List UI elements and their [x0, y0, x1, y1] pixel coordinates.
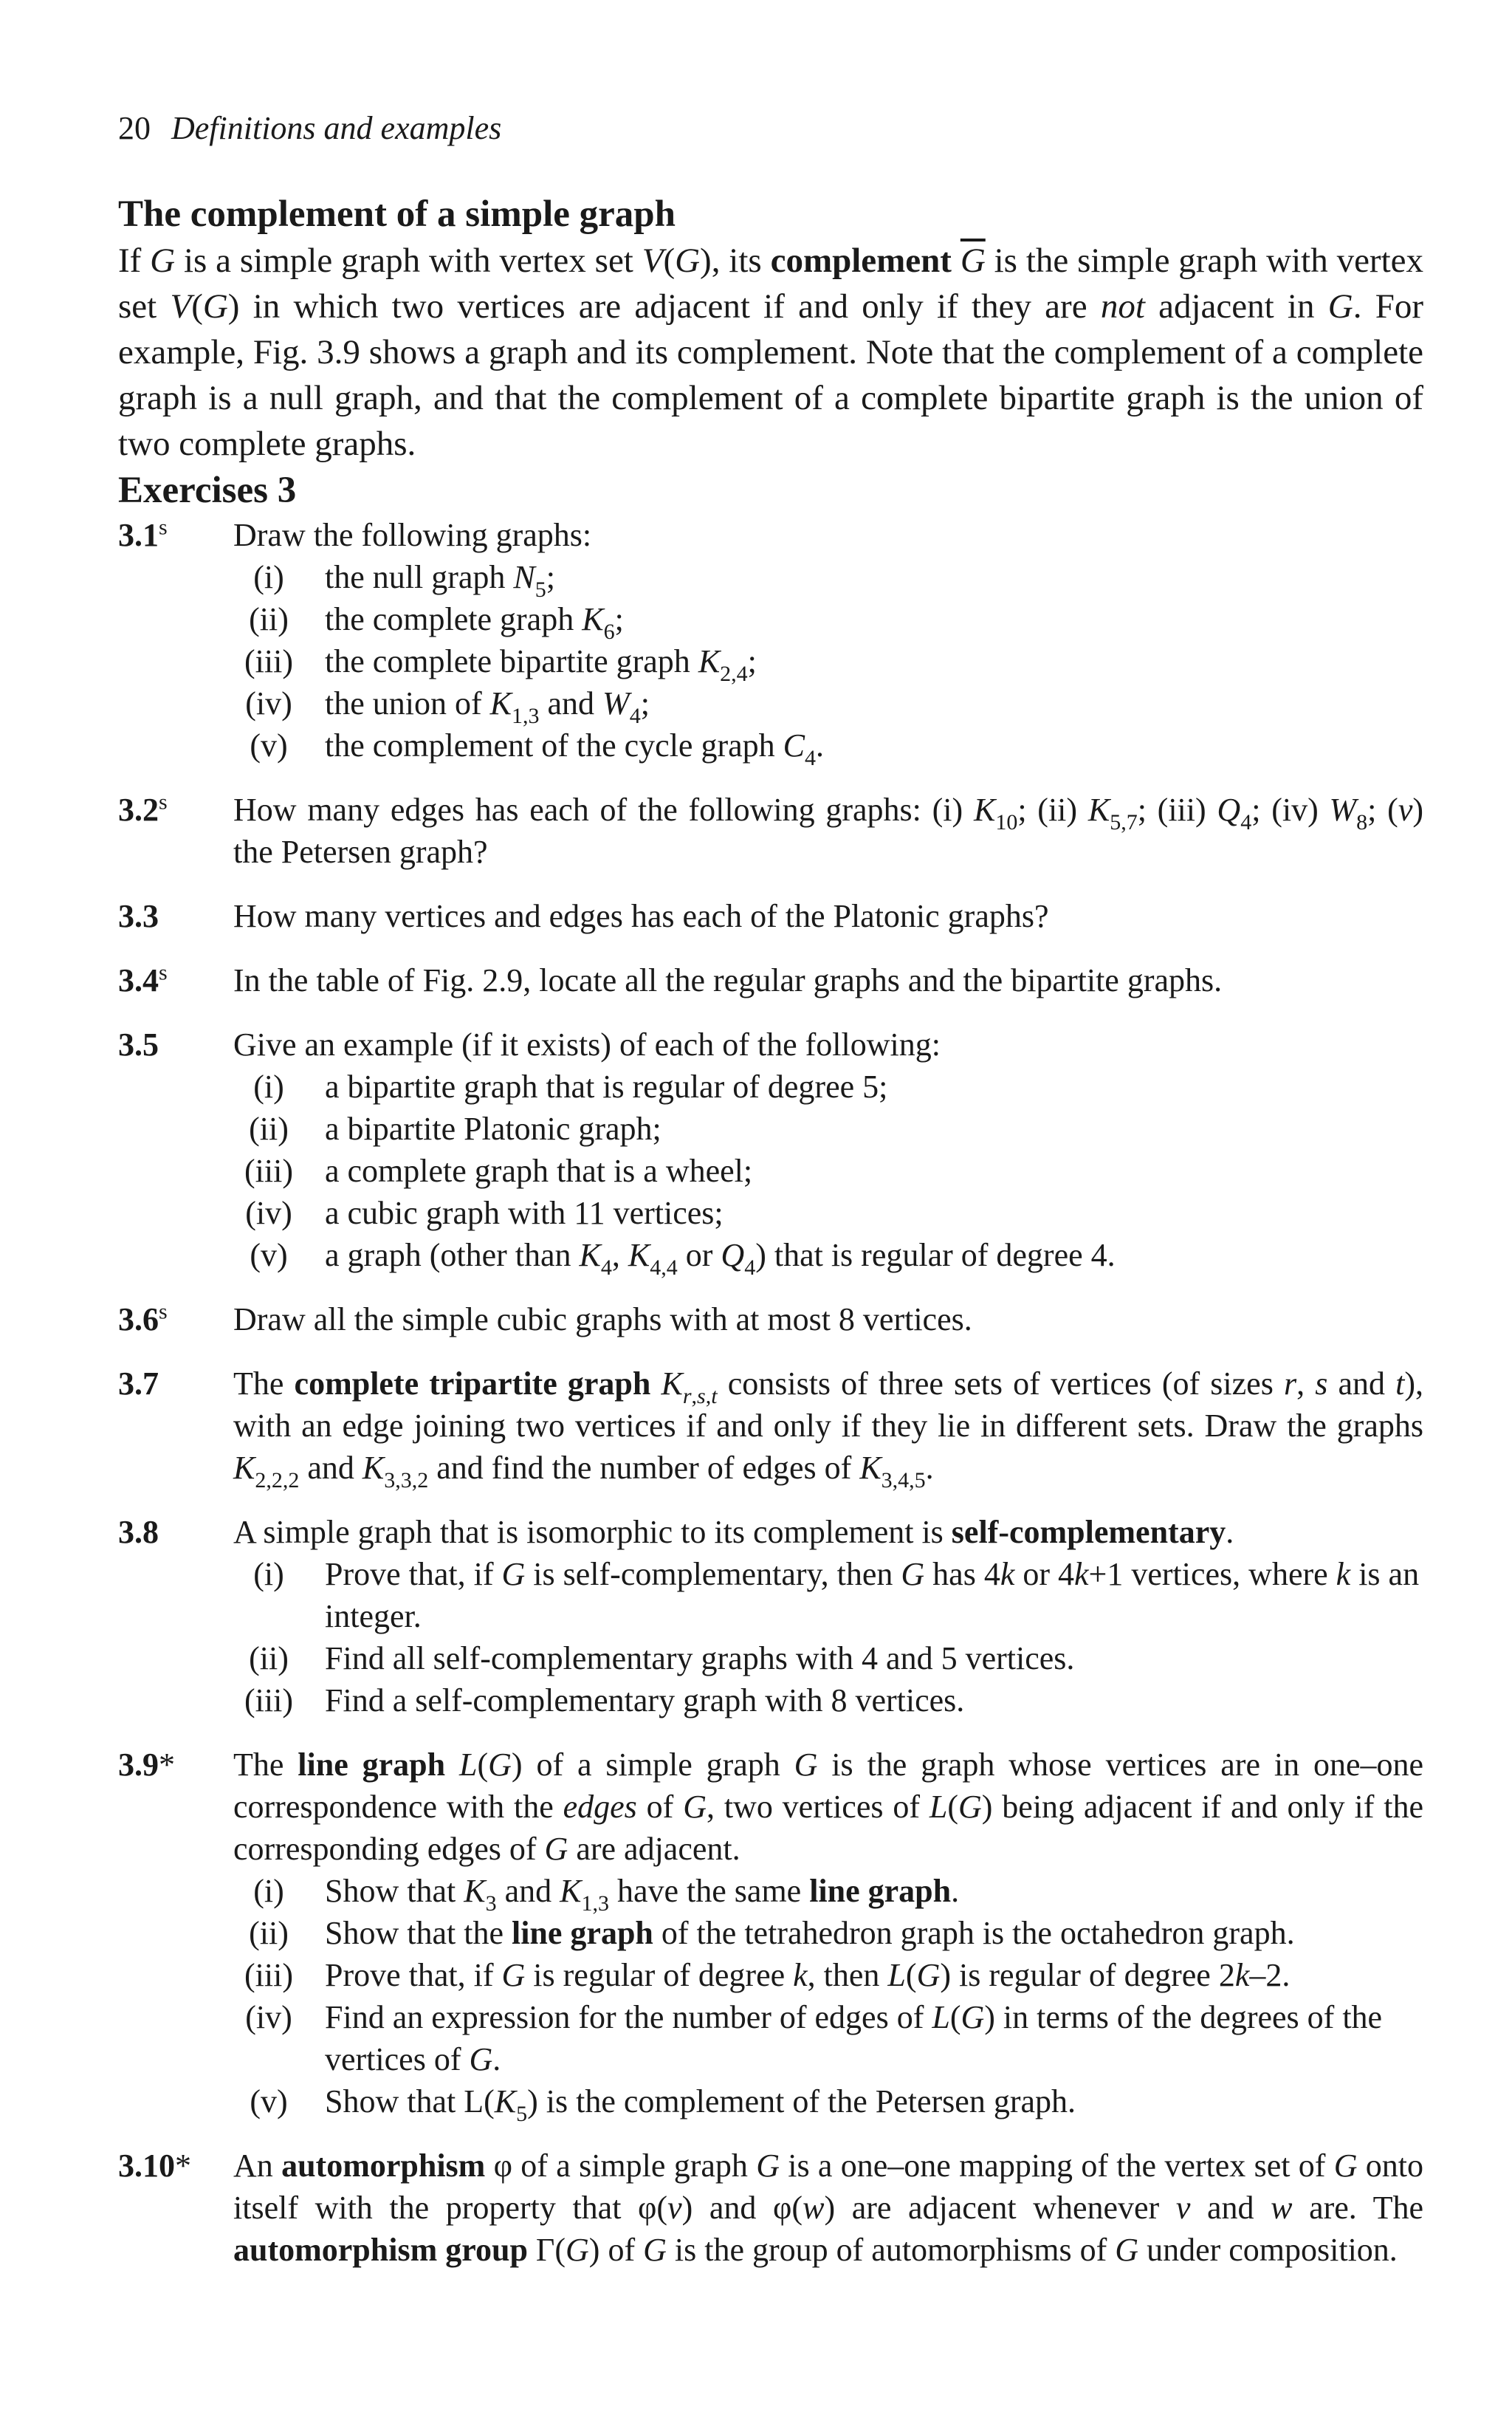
exercise-item — [233, 1912, 1423, 1954]
item-label: (iv) — [245, 1999, 292, 2035]
item-text: a bipartite Platonic graph; — [325, 1111, 662, 1147]
solution-mark: s — [159, 515, 168, 540]
item-text: a cubic graph with 11 vertices; — [325, 1195, 724, 1231]
exercise-item — [233, 1637, 1423, 1679]
exercise-text: Give an example (if it exists) of each of the following: — [233, 1027, 941, 1063]
exercise-item — [233, 1553, 1423, 1637]
item-label: (v) — [250, 727, 288, 764]
exercise-number: 3.9* — [118, 1747, 175, 1783]
item-text: Find a self-complementary graph with 8 vertices. — [325, 1682, 965, 1718]
exercise-text: Draw the following graphs: — [233, 517, 592, 553]
solution-mark: s — [159, 960, 168, 985]
exercise-item — [233, 1234, 1423, 1280]
item-label: (i) — [253, 559, 284, 595]
item-label: (i) — [253, 1556, 284, 1592]
item-text: a bipartite graph that is regular of degree 5; — [325, 1069, 888, 1105]
item-label: (iii) — [244, 1153, 293, 1189]
item-label: (iv) — [245, 1195, 292, 1231]
exercise-text: An automorphism φ of a simple graph G is a one–one mapping of the vertex set of G onto itself with the property that φ(v) and φ(w) are adjacent whenever v and w are. The automorphism group Γ(G) of G is the group of automorphisms of G under composition. — [233, 2148, 1424, 2268]
exercise-number: 3.2$^s$ — [118, 789, 168, 828]
exercise-item — [233, 1870, 1423, 1916]
exercise-3-1 — [118, 514, 1423, 770]
item-label: (i) — [253, 1069, 284, 1105]
exercise-3-7 — [118, 1363, 1424, 1492]
difficulty-star: * — [175, 2148, 191, 2184]
exercise-text: Draw all the simple cubic graphs with at most 8 vertices. — [233, 1301, 972, 1337]
item-text: Show that the line graph of the tetrahedron graph is the octahedron graph. — [325, 1915, 1295, 1951]
exercise-item — [233, 1108, 1423, 1150]
section-title: The complement of a simple graph — [118, 193, 676, 235]
exercise-item — [233, 1150, 1423, 1192]
solution-mark: s — [159, 789, 168, 815]
exercise-text: The line graph L(G) of a simple graph G is the graph whose vertices are in one–one correspondence with the edges of G, two vertices of L(G) being adjacent if and only if the corresponding edges of G are adjacent. — [233, 1747, 1424, 1867]
item-label: (ii) — [249, 1640, 289, 1676]
exercise-items — [233, 1066, 1423, 1280]
exercise-item — [233, 1192, 1423, 1234]
exercise-item — [233, 1954, 1423, 1996]
item-label: (iii) — [244, 1957, 293, 1993]
page-content — [118, 191, 1423, 2271]
item-label: (ii) — [249, 1915, 289, 1951]
item-label: (ii) — [249, 1111, 289, 1147]
item-label: (v) — [250, 2083, 288, 2119]
item-text: the complete graph $K_6$; — [325, 601, 624, 644]
exercise-3-9 — [118, 1744, 1424, 2126]
page-number: 20 — [118, 110, 151, 146]
section-paragraph: If G is a simple graph with vertex set V(G), its complement $\overline{G}$ is the simple graph with vertex set V(G) in which two vertices are adjacent if and only if they are not adjacent in G. For example, Fig. 3.9 shows a graph and its complement. Note that the complement of a complete graph is a null graph, and that the complement of a complete bipartite graph is the union of two complete graphs. — [118, 241, 1423, 463]
exercise-number: 3.1$^s$ — [118, 515, 168, 553]
item-text: the complete bipartite graph $K_{2,4}$; — [325, 643, 757, 686]
running-title: Definitions and examples — [171, 110, 502, 146]
exercise-3-10 — [118, 2145, 1423, 2271]
item-text: the complement of the cycle graph $C_4$. — [325, 727, 824, 770]
item-text: the null graph $N_5$; — [325, 559, 555, 602]
exercise-3-6 — [118, 1298, 1423, 1340]
exercise-item — [233, 640, 1423, 686]
item-text: Show that $K_3$ and $K_{1,3}$ have the same line graph. — [325, 1873, 960, 1916]
exercise-item — [233, 682, 1423, 728]
exercise-3-2 — [118, 789, 1423, 873]
exercise-items — [233, 1553, 1423, 1721]
exercises-heading: Exercises 3 — [118, 470, 297, 511]
item-text: the union of $K_{1,3}$ and $W_4$; — [325, 685, 650, 728]
item-text: Show that $L(K_5)$ is the complement of the Petersen graph. — [325, 2083, 1076, 2126]
exercise-item — [233, 2080, 1423, 2126]
item-text: Find an expression for the number of edges of L(G) in terms of the degrees of the vertices of G. — [325, 1999, 1383, 2077]
exercise-text: A simple graph that is isomorphic to its complement is self-complementary. — [233, 1514, 1234, 1550]
item-text: Prove that, if G is regular of degree k, then L(G) is regular of degree 2k–2. — [325, 1957, 1291, 1993]
difficulty-star: * — [159, 1747, 175, 1783]
solution-mark: s — [159, 1299, 168, 1324]
exercise-number: 3.5 — [118, 1027, 159, 1063]
exercise-3-3 — [118, 895, 1423, 937]
exercise-number: 3.7 — [118, 1365, 159, 1402]
item-label: (v) — [250, 1237, 288, 1273]
exercise-3-5 — [118, 1024, 1423, 1280]
exercise-text: The complete tripartite graph $K_{r,s,t}$ consists of three sets of vertices (of sizes r, s and t), with an edge joining two vertices if and only if they lie in different sets. Draw the graphs $K_{2,2,2}$ and $K_{3,3,2}$ and find the number of edges of $K_{3,4,5}$. — [233, 1365, 1424, 1492]
exercise-number: 3.8 — [118, 1514, 159, 1550]
exercise-3-8 — [118, 1511, 1423, 1721]
item-text: Find all self-complementary graphs with 4 and 5 vertices. — [325, 1640, 1075, 1676]
exercise-item — [233, 598, 1423, 644]
item-text: a complete graph that is a wheel; — [325, 1153, 753, 1189]
exercise-items — [233, 556, 1423, 770]
item-label: (ii) — [249, 601, 289, 637]
exercise-text: How many edges has each of the following graphs: (i) $K_{10}$; (ii) $K_{5,7}$; (iii) $Q_4$; (iv) $W_8$; (v) the Petersen graph? — [233, 792, 1423, 870]
exercise-items — [233, 1870, 1423, 2126]
item-label: (iii) — [244, 1682, 293, 1718]
exercise-number: 3.10* — [118, 2148, 191, 2184]
exercise-number: 3.6$^s$ — [118, 1299, 168, 1337]
item-label: (iv) — [245, 685, 292, 722]
exercise-text: How many vertices and edges has each of the Platonic graphs? — [233, 898, 1049, 934]
exercise-item — [233, 1996, 1423, 2080]
item-label: (i) — [253, 1873, 284, 1909]
item-text: Prove that, if G is self-complementary, then G has 4k or 4k+1 vertices, where k is an integer. — [325, 1556, 1420, 1634]
exercise-3-4 — [118, 959, 1423, 1001]
exercise-list — [118, 514, 1423, 2271]
item-label: (iii) — [244, 643, 293, 679]
exercise-item — [233, 1066, 1423, 1108]
running-header — [118, 109, 501, 148]
exercise-text: In the table of Fig. 2.9, locate all the regular graphs and the bipartite graphs. — [233, 962, 1223, 998]
exercise-item — [233, 1679, 1423, 1721]
item-text: a graph (other than $K_4$, $K_{4,4}$ or $Q_4$) that is regular of degree 4. — [325, 1237, 1116, 1280]
exercise-number: 3.3 — [118, 898, 159, 934]
exercise-item — [233, 724, 1423, 770]
exercise-item — [233, 556, 1423, 602]
exercise-number: 3.4$^s$ — [118, 960, 168, 998]
